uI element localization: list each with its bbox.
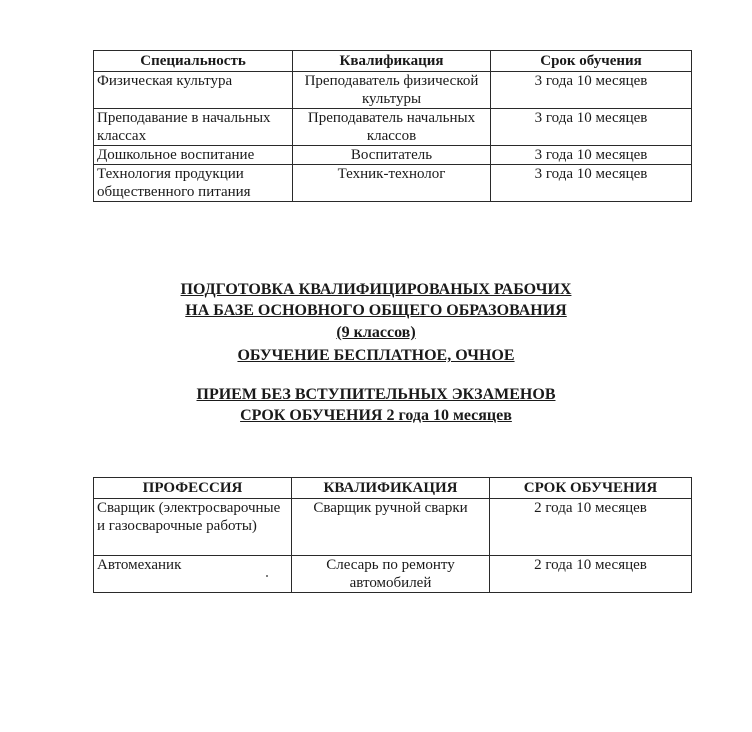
specialty-cell: Физическая культура [94, 72, 293, 109]
qualification-cell: Преподаватель начальных классов [293, 109, 491, 146]
profession-cell: Сварщик (электросварочные и газосварочные работы) [94, 499, 292, 556]
profession-cell: Автомеханик [94, 556, 292, 593]
duration-cell: 3 года 10 месяцев [491, 146, 692, 165]
table-row [94, 165, 692, 202]
duration-cell: 3 года 10 месяцев [491, 109, 692, 146]
duration-cell: 2 года 10 месяцев [490, 499, 692, 556]
section-heading-line-2: НА БАЗЕ ОСНОВНОГО ОБЩЕГО ОБРАЗОВАНИЯ [185, 302, 567, 319]
table-row [94, 499, 692, 556]
duration-cell: 3 года 10 месяцев [491, 72, 692, 109]
qualification-cell: Сварщик ручной сварки [292, 499, 490, 556]
duration-cell: 3 года 10 месяцев [491, 165, 692, 202]
specialty-cell: Преподавание в начальных классах [94, 109, 293, 146]
column-header-qualification: КВАЛИФИКАЦИЯ [292, 478, 490, 499]
professions-table [93, 477, 692, 593]
table-row [94, 109, 692, 146]
table-row [94, 72, 692, 109]
scan-speck [266, 575, 268, 577]
qualification-cell: Преподаватель физической культуры [293, 72, 491, 109]
column-header-specialty: Специальность [94, 51, 293, 72]
table-row [94, 146, 692, 165]
duration-cell: 2 года 10 месяцев [490, 556, 692, 593]
section-heading-duration: СРОК ОБУЧЕНИЯ 2 года 10 месяцев [240, 407, 512, 424]
column-header-duration: Срок обучения [491, 51, 692, 72]
section-heading-free-fulltime: ОБУЧЕНИЕ БЕСПЛАТНОЕ, ОЧНОЕ [237, 347, 515, 364]
column-header-profession: ПРОФЕССИЯ [94, 478, 292, 499]
qualification-cell: Техник-технолог [293, 165, 491, 202]
qualification-cell: Слесарь по ремонту автомобилей [292, 556, 490, 593]
specialty-cell: Технология продукции общественного питания [94, 165, 293, 202]
section-heading-classes: (9 классов) [336, 324, 416, 341]
section-heading-line-1: ПОДГОТОВКА КВАЛИФИЦИРОВАНЫХ РАБОЧИХ [180, 281, 572, 298]
specialty-cell: Дошкольное воспитание [94, 146, 293, 165]
table-header-row [94, 51, 692, 72]
section-heading-admission: ПРИЕМ БЕЗ ВСТУПИТЕЛЬНЫХ ЭКЗАМЕНОВ [196, 386, 556, 403]
qualification-cell: Воспитатель [293, 146, 491, 165]
table-header-row [94, 478, 692, 499]
column-header-qualification: Квалификация [293, 51, 491, 72]
specialties-table [93, 50, 692, 202]
table-row [94, 556, 692, 593]
column-header-duration: СРОК ОБУЧЕНИЯ [490, 478, 692, 499]
